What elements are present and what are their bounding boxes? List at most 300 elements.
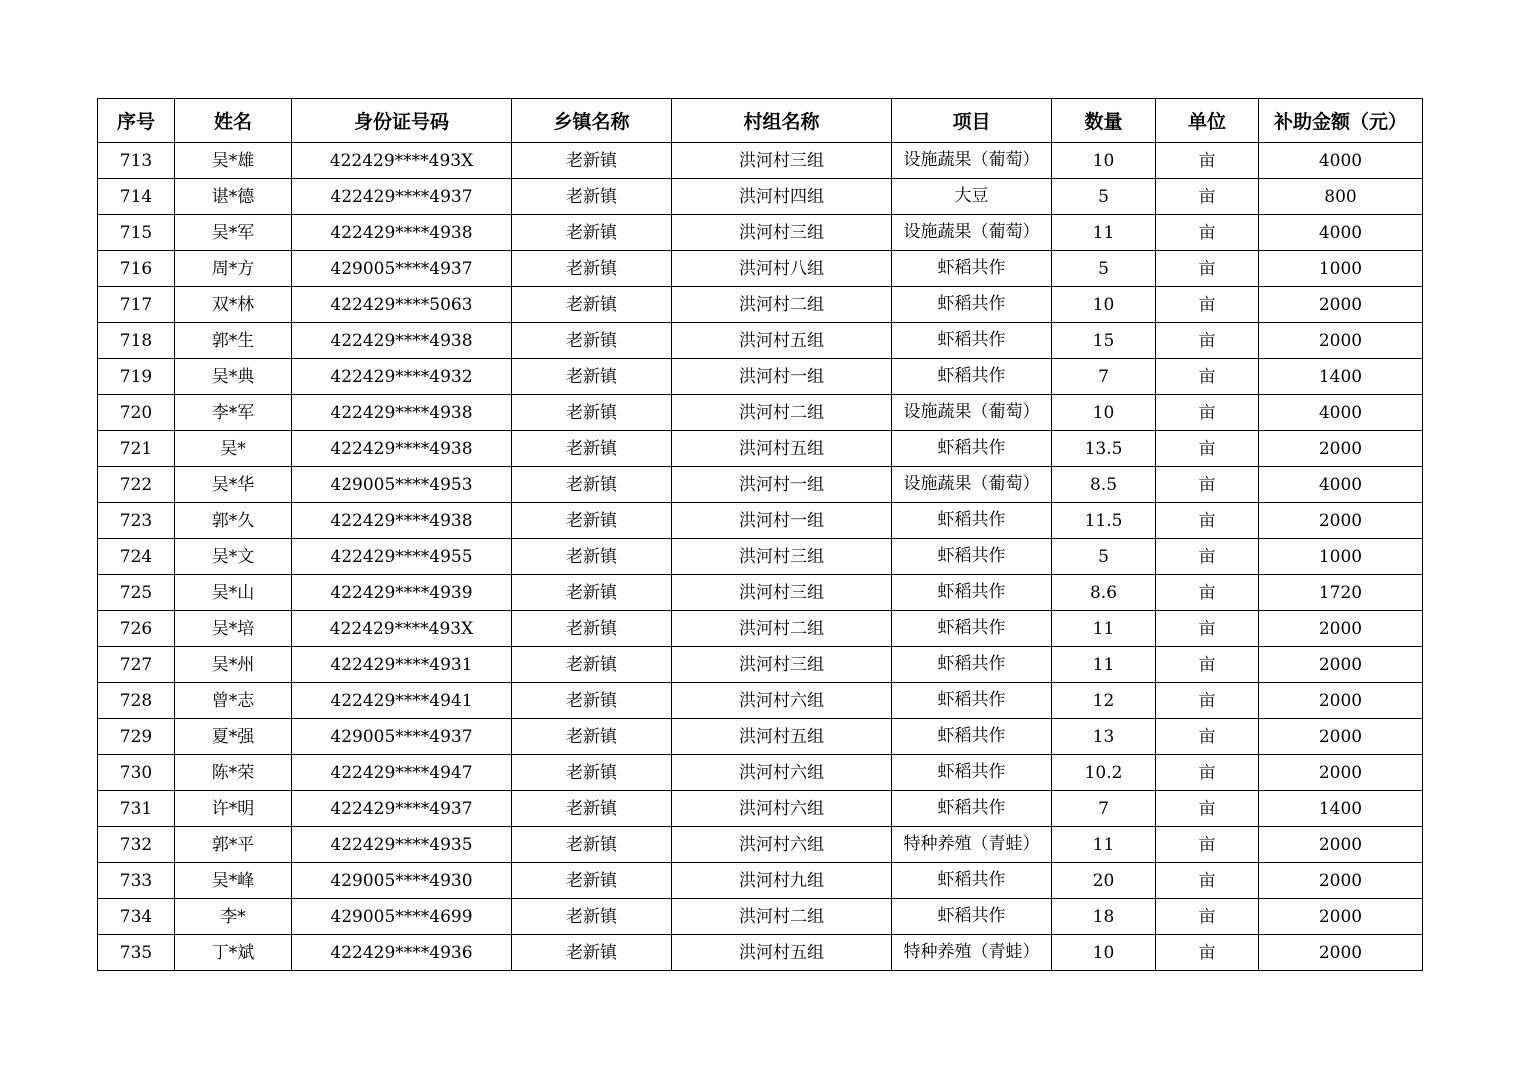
cell-village-group xyxy=(672,215,892,251)
cell-index-text: 735 xyxy=(119,942,153,963)
cell-project xyxy=(892,179,1052,215)
cell-township xyxy=(512,791,672,827)
table-row xyxy=(98,215,1423,251)
cell-project xyxy=(892,359,1052,395)
cell-index xyxy=(98,215,175,251)
cell-unit-text: 亩 xyxy=(1198,330,1216,351)
cell-unit xyxy=(1156,323,1259,359)
cell-name-text: 郭*久 xyxy=(211,510,255,531)
cell-project-text: 设施蔬果（葡萄） xyxy=(903,474,1040,494)
cell-village-group xyxy=(672,143,892,179)
cell-name-text: 陈*荣 xyxy=(211,762,255,783)
cell-name-text: 吴*典 xyxy=(211,366,255,387)
cell-index xyxy=(98,863,175,899)
cell-id-number-text: 429005****4937 xyxy=(330,258,473,279)
cell-township xyxy=(512,215,672,251)
cell-subsidy-amount xyxy=(1259,503,1423,539)
cell-project xyxy=(892,755,1052,791)
cell-township-text: 老新镇 xyxy=(566,870,617,891)
cell-unit xyxy=(1156,251,1259,287)
cell-name xyxy=(175,143,292,179)
cell-index-text: 730 xyxy=(119,762,153,783)
cell-index-text: 724 xyxy=(119,546,153,567)
cell-township xyxy=(512,935,672,971)
cell-township-text: 老新镇 xyxy=(566,726,617,747)
cell-index xyxy=(98,791,175,827)
cell-quantity xyxy=(1052,935,1156,971)
cell-project xyxy=(892,287,1052,323)
cell-quantity-text: 5 xyxy=(1098,186,1109,207)
header-township: 乡镇名称 xyxy=(512,99,672,143)
cell-id-number-text: 422429****5063 xyxy=(330,294,473,315)
cell-unit-text: 亩 xyxy=(1198,762,1216,783)
cell-township-text: 老新镇 xyxy=(566,762,617,783)
cell-id-number xyxy=(292,719,512,755)
cell-subsidy-amount xyxy=(1259,827,1423,863)
cell-id-number-text: 422429****4931 xyxy=(330,654,473,675)
table-row xyxy=(98,611,1423,647)
table-row xyxy=(98,395,1423,431)
cell-quantity xyxy=(1052,359,1156,395)
cell-index-text: 734 xyxy=(119,906,153,927)
cell-unit-text: 亩 xyxy=(1198,222,1216,243)
cell-unit-text: 亩 xyxy=(1198,906,1216,927)
cell-subsidy-amount-text: 1000 xyxy=(1318,546,1363,567)
cell-id-number-text: 429005****4699 xyxy=(330,906,473,927)
cell-quantity xyxy=(1052,863,1156,899)
cell-project-text: 虾稻共作 xyxy=(937,726,1006,746)
cell-project xyxy=(892,143,1052,179)
cell-township-text: 老新镇 xyxy=(566,798,617,819)
cell-unit xyxy=(1156,935,1259,971)
cell-subsidy-amount xyxy=(1259,431,1423,467)
cell-project-text: 虾稻共作 xyxy=(937,510,1006,530)
cell-index-text: 721 xyxy=(119,438,153,459)
cell-village-group-text: 洪河村三组 xyxy=(739,582,824,603)
cell-project-text: 虾稻共作 xyxy=(937,438,1006,458)
cell-village-group-text: 洪河村四组 xyxy=(739,186,824,207)
cell-project xyxy=(892,863,1052,899)
cell-id-number-text: 422429****4947 xyxy=(330,762,473,783)
cell-village-group-text: 洪河村二组 xyxy=(739,906,824,927)
cell-id-number xyxy=(292,863,512,899)
cell-subsidy-amount-text: 4000 xyxy=(1318,222,1363,243)
table-row xyxy=(98,755,1423,791)
cell-project-text: 虾稻共作 xyxy=(937,762,1006,782)
cell-quantity-text: 7 xyxy=(1098,366,1109,387)
cell-township-text: 老新镇 xyxy=(566,258,617,279)
cell-project xyxy=(892,503,1052,539)
cell-unit xyxy=(1156,647,1259,683)
cell-project xyxy=(892,647,1052,683)
cell-index-text: 729 xyxy=(119,726,153,747)
cell-village-group-text: 洪河村三组 xyxy=(739,222,824,243)
cell-index xyxy=(98,251,175,287)
cell-id-number-text: 422429****4935 xyxy=(330,834,473,855)
cell-project xyxy=(892,935,1052,971)
table-row xyxy=(98,575,1423,611)
cell-village-group-text: 洪河村五组 xyxy=(739,438,824,459)
cell-township xyxy=(512,539,672,575)
cell-unit xyxy=(1156,683,1259,719)
cell-index xyxy=(98,719,175,755)
cell-subsidy-amount-text: 2000 xyxy=(1318,294,1363,315)
cell-township xyxy=(512,251,672,287)
cell-name-text: 双*林 xyxy=(211,294,255,315)
cell-index xyxy=(98,323,175,359)
cell-name-text: 许*明 xyxy=(211,798,255,819)
cell-township xyxy=(512,503,672,539)
cell-id-number-text: 429005****4953 xyxy=(330,474,473,495)
table-row xyxy=(98,935,1423,971)
cell-project xyxy=(892,467,1052,503)
cell-subsidy-amount-text: 2000 xyxy=(1318,690,1363,711)
cell-unit-text: 亩 xyxy=(1198,654,1216,675)
cell-index-text: 719 xyxy=(119,366,153,387)
cell-village-group xyxy=(672,899,892,935)
cell-project xyxy=(892,575,1052,611)
cell-township xyxy=(512,287,672,323)
cell-project xyxy=(892,899,1052,935)
cell-township-text: 老新镇 xyxy=(566,834,617,855)
cell-name-text: 丁*斌 xyxy=(211,942,255,963)
cell-id-number xyxy=(292,575,512,611)
cell-township-text: 老新镇 xyxy=(566,294,617,315)
cell-project-text: 虾稻共作 xyxy=(937,330,1006,350)
cell-subsidy-amount xyxy=(1259,899,1423,935)
cell-township-text: 老新镇 xyxy=(566,690,617,711)
cell-project xyxy=(892,395,1052,431)
cell-quantity-text: 5 xyxy=(1098,258,1109,279)
cell-unit-text: 亩 xyxy=(1198,582,1216,603)
header-name: 姓名 xyxy=(175,99,292,143)
cell-township-text: 老新镇 xyxy=(566,438,617,459)
cell-id-number xyxy=(292,143,512,179)
cell-index xyxy=(98,575,175,611)
cell-subsidy-amount-text: 2000 xyxy=(1318,906,1363,927)
cell-village-group-text: 洪河村五组 xyxy=(739,726,824,747)
cell-name xyxy=(175,359,292,395)
cell-id-number xyxy=(292,359,512,395)
cell-quantity xyxy=(1052,251,1156,287)
cell-project-text: 特种养殖（青蛙） xyxy=(903,942,1040,962)
cell-name-text: 李* xyxy=(220,906,246,927)
cell-id-number-text: 422429****4939 xyxy=(330,582,473,603)
cell-quantity xyxy=(1052,647,1156,683)
cell-id-number xyxy=(292,827,512,863)
cell-subsidy-amount-text: 2000 xyxy=(1318,438,1363,459)
cell-index xyxy=(98,827,175,863)
cell-id-number xyxy=(292,431,512,467)
cell-name xyxy=(175,539,292,575)
cell-id-number xyxy=(292,755,512,791)
cell-id-number xyxy=(292,683,512,719)
cell-quantity-text: 11 xyxy=(1092,654,1115,675)
cell-id-number-text: 422429****4941 xyxy=(330,690,473,711)
cell-quantity-text: 10 xyxy=(1092,402,1115,423)
cell-index xyxy=(98,611,175,647)
cell-index-text: 723 xyxy=(119,510,153,531)
cell-index-text: 715 xyxy=(119,222,153,243)
cell-unit-text: 亩 xyxy=(1198,942,1216,963)
cell-index-text: 728 xyxy=(119,690,153,711)
table-row xyxy=(98,467,1423,503)
cell-index xyxy=(98,395,175,431)
cell-unit-text: 亩 xyxy=(1198,438,1216,459)
cell-unit-text: 亩 xyxy=(1198,402,1216,423)
cell-subsidy-amount xyxy=(1259,575,1423,611)
cell-name xyxy=(175,395,292,431)
cell-subsidy-amount-text: 2000 xyxy=(1318,726,1363,747)
cell-project-text: 虾稻共作 xyxy=(937,258,1006,278)
cell-township xyxy=(512,467,672,503)
cell-subsidy-amount-text: 2000 xyxy=(1318,510,1363,531)
cell-name-text: 吴*华 xyxy=(211,474,255,495)
cell-village-group-text: 洪河村一组 xyxy=(739,510,824,531)
cell-project-text: 设施蔬果（葡萄） xyxy=(903,150,1040,170)
cell-project-text: 虾稻共作 xyxy=(937,618,1006,638)
cell-index xyxy=(98,899,175,935)
table-header-row xyxy=(98,99,1423,143)
cell-id-number xyxy=(292,539,512,575)
cell-project-text: 特种养殖（青蛙） xyxy=(903,834,1040,854)
cell-subsidy-amount-text: 4000 xyxy=(1318,474,1363,495)
cell-quantity-text: 20 xyxy=(1092,870,1115,891)
cell-project xyxy=(892,791,1052,827)
cell-township-text: 老新镇 xyxy=(566,150,617,171)
cell-name xyxy=(175,935,292,971)
cell-village-group-text: 洪河村六组 xyxy=(739,690,824,711)
cell-quantity xyxy=(1052,143,1156,179)
cell-quantity-text: 7 xyxy=(1098,798,1109,819)
cell-unit-text: 亩 xyxy=(1198,870,1216,891)
cell-quantity xyxy=(1052,827,1156,863)
cell-project xyxy=(892,251,1052,287)
cell-project-text: 虾稻共作 xyxy=(937,870,1006,890)
cell-subsidy-amount-text: 2000 xyxy=(1318,330,1363,351)
cell-village-group xyxy=(672,179,892,215)
cell-subsidy-amount xyxy=(1259,323,1423,359)
cell-unit xyxy=(1156,611,1259,647)
cell-id-number-text: 429005****4937 xyxy=(330,726,473,747)
cell-project xyxy=(892,215,1052,251)
cell-name xyxy=(175,251,292,287)
header-unit: 单位 xyxy=(1156,99,1259,143)
cell-id-number-text: 422429****493X xyxy=(329,618,474,639)
cell-village-group xyxy=(672,611,892,647)
table-row xyxy=(98,791,1423,827)
cell-subsidy-amount-text: 800 xyxy=(1324,186,1357,207)
cell-project-text: 虾稻共作 xyxy=(937,366,1006,386)
cell-name-text: 吴*雄 xyxy=(211,150,255,171)
cell-village-group xyxy=(672,287,892,323)
cell-index-text: 720 xyxy=(119,402,153,423)
cell-unit xyxy=(1156,755,1259,791)
cell-township-text: 老新镇 xyxy=(566,366,617,387)
cell-subsidy-amount xyxy=(1259,863,1423,899)
cell-township-text: 老新镇 xyxy=(566,510,617,531)
cell-village-group-text: 洪河村五组 xyxy=(739,942,824,963)
table-row xyxy=(98,503,1423,539)
cell-quantity-text: 18 xyxy=(1092,906,1115,927)
cell-township xyxy=(512,575,672,611)
cell-quantity-text: 8.5 xyxy=(1089,474,1118,495)
cell-project-text: 虾稻共作 xyxy=(937,654,1006,674)
cell-project-text: 虾稻共作 xyxy=(937,294,1006,314)
cell-village-group xyxy=(672,467,892,503)
cell-index-text: 732 xyxy=(119,834,153,855)
cell-subsidy-amount xyxy=(1259,215,1423,251)
cell-quantity xyxy=(1052,683,1156,719)
cell-subsidy-amount-text: 2000 xyxy=(1318,618,1363,639)
cell-unit-text: 亩 xyxy=(1198,258,1216,279)
cell-project-text: 设施蔬果（葡萄） xyxy=(903,402,1040,422)
cell-subsidy-amount xyxy=(1259,143,1423,179)
cell-project-text: 虾稻共作 xyxy=(937,582,1006,602)
cell-subsidy-amount xyxy=(1259,359,1423,395)
cell-quantity xyxy=(1052,611,1156,647)
cell-unit xyxy=(1156,467,1259,503)
cell-index-text: 718 xyxy=(119,330,153,351)
cell-id-number-text: 422429****4955 xyxy=(330,546,473,567)
cell-unit xyxy=(1156,395,1259,431)
cell-id-number-text: 422429****4932 xyxy=(330,366,473,387)
cell-township xyxy=(512,899,672,935)
cell-index-text: 731 xyxy=(119,798,153,819)
cell-id-number xyxy=(292,251,512,287)
cell-township-text: 老新镇 xyxy=(566,654,617,675)
cell-id-number-text: 422429****4938 xyxy=(330,330,473,351)
cell-township xyxy=(512,827,672,863)
cell-unit-text: 亩 xyxy=(1198,798,1216,819)
cell-township-text: 老新镇 xyxy=(566,222,617,243)
cell-project-text: 设施蔬果（葡萄） xyxy=(903,222,1040,242)
table-row xyxy=(98,647,1423,683)
cell-name xyxy=(175,899,292,935)
cell-township-text: 老新镇 xyxy=(566,474,617,495)
cell-quantity xyxy=(1052,287,1156,323)
cell-index-text: 725 xyxy=(119,582,153,603)
cell-index-text: 716 xyxy=(119,258,153,279)
cell-township xyxy=(512,611,672,647)
cell-subsidy-amount-text: 1000 xyxy=(1318,258,1363,279)
cell-village-group-text: 洪河村六组 xyxy=(739,834,824,855)
cell-name-text: 吴*山 xyxy=(211,582,255,603)
cell-subsidy-amount xyxy=(1259,611,1423,647)
cell-id-number-text: 429005****4930 xyxy=(330,870,473,891)
cell-id-number-text: 422429****4936 xyxy=(330,942,473,963)
cell-village-group-text: 洪河村三组 xyxy=(739,150,824,171)
cell-township-text: 老新镇 xyxy=(566,186,617,207)
cell-quantity-text: 11.5 xyxy=(1084,510,1123,531)
cell-quantity-text: 12 xyxy=(1092,690,1115,711)
cell-name-text: 吴*军 xyxy=(211,222,255,243)
cell-index-text: 714 xyxy=(119,186,153,207)
cell-village-group xyxy=(672,575,892,611)
cell-index-text: 717 xyxy=(119,294,153,315)
table-row xyxy=(98,827,1423,863)
cell-quantity xyxy=(1052,395,1156,431)
cell-quantity-text: 11 xyxy=(1092,834,1115,855)
cell-township xyxy=(512,647,672,683)
cell-id-number xyxy=(292,899,512,935)
table-row xyxy=(98,431,1423,467)
cell-village-group xyxy=(672,647,892,683)
cell-name xyxy=(175,215,292,251)
cell-name-text: 吴*文 xyxy=(211,546,255,567)
cell-id-number xyxy=(292,215,512,251)
cell-subsidy-amount-text: 2000 xyxy=(1318,654,1363,675)
header-index: 序号 xyxy=(98,99,175,143)
cell-project xyxy=(892,323,1052,359)
cell-quantity-text: 10 xyxy=(1092,942,1115,963)
cell-unit xyxy=(1156,431,1259,467)
cell-village-group xyxy=(672,863,892,899)
cell-subsidy-amount xyxy=(1259,755,1423,791)
cell-name xyxy=(175,827,292,863)
cell-township-text: 老新镇 xyxy=(566,942,617,963)
table-row xyxy=(98,179,1423,215)
cell-quantity-text: 5 xyxy=(1098,546,1109,567)
cell-unit xyxy=(1156,827,1259,863)
cell-quantity-text: 15 xyxy=(1092,330,1115,351)
cell-project-text: 大豆 xyxy=(954,186,989,206)
cell-village-group xyxy=(672,827,892,863)
cell-project-text: 虾稻共作 xyxy=(937,798,1006,818)
table-row xyxy=(98,143,1423,179)
cell-index-text: 722 xyxy=(119,474,153,495)
cell-village-group-text: 洪河村三组 xyxy=(739,654,824,675)
cell-village-group-text: 洪河村九组 xyxy=(739,870,824,891)
cell-id-number-text: 422429****4938 xyxy=(330,438,473,459)
cell-quantity xyxy=(1052,431,1156,467)
table-row xyxy=(98,719,1423,755)
cell-village-group xyxy=(672,359,892,395)
header-project: 项目 xyxy=(892,99,1052,143)
cell-index xyxy=(98,647,175,683)
cell-unit xyxy=(1156,143,1259,179)
cell-index xyxy=(98,431,175,467)
cell-name xyxy=(175,683,292,719)
cell-quantity xyxy=(1052,719,1156,755)
cell-subsidy-amount xyxy=(1259,179,1423,215)
cell-unit-text: 亩 xyxy=(1198,186,1216,207)
cell-village-group xyxy=(672,935,892,971)
cell-village-group xyxy=(672,503,892,539)
cell-subsidy-amount xyxy=(1259,719,1423,755)
cell-name-text: 曾*志 xyxy=(211,690,255,711)
cell-id-number xyxy=(292,935,512,971)
cell-subsidy-amount-text: 1720 xyxy=(1318,582,1363,603)
cell-township-text: 老新镇 xyxy=(566,582,617,603)
table-row xyxy=(98,863,1423,899)
cell-subsidy-amount xyxy=(1259,683,1423,719)
cell-project-text: 虾稻共作 xyxy=(937,690,1006,710)
cell-unit-text: 亩 xyxy=(1198,726,1216,747)
cell-unit xyxy=(1156,863,1259,899)
cell-unit-text: 亩 xyxy=(1198,474,1216,495)
cell-index-text: 726 xyxy=(119,618,153,639)
cell-name xyxy=(175,467,292,503)
cell-subsidy-amount-text: 2000 xyxy=(1318,870,1363,891)
cell-unit xyxy=(1156,359,1259,395)
cell-quantity-text: 8.6 xyxy=(1089,582,1118,603)
cell-village-group xyxy=(672,431,892,467)
cell-unit xyxy=(1156,503,1259,539)
cell-township xyxy=(512,143,672,179)
subsidy-table-sheet xyxy=(97,98,1423,971)
cell-id-number-text: 422429****4937 xyxy=(330,186,473,207)
